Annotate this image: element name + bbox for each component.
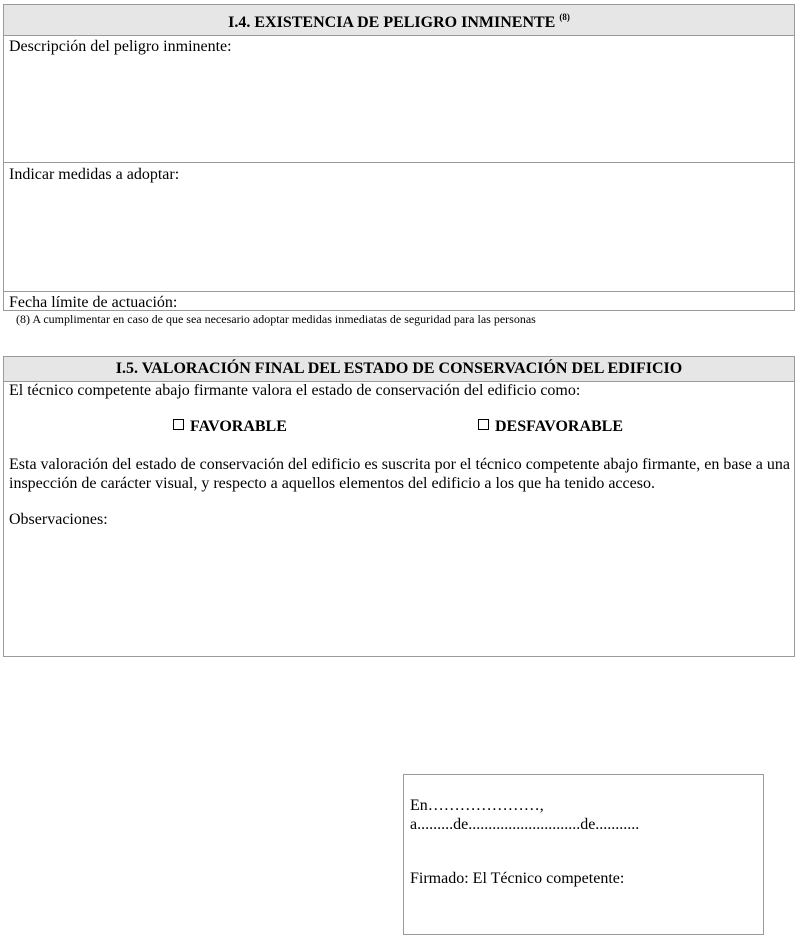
signed-label: Firmado: El Técnico competente:: [410, 870, 625, 887]
assessment-statement: Esta valoración del estado de conservación del edificio es suscrita por el técnico competente abajo firmante, en base a una inspección de carácter visual, y respecto a aquellos elementos del edificio a los que ha tenido acceso.: [9, 456, 791, 492]
place-line: En…………………,: [410, 797, 544, 814]
divider: [4, 291, 794, 292]
measures-label: Indicar medidas a adoptar:: [9, 166, 180, 183]
assessment-intro: El técnico competente abajo firmante valora el estado de conservación del edificio como:: [9, 382, 581, 399]
signature-box: [403, 774, 764, 935]
measures-field[interactable]: [4, 185, 794, 291]
footnote-ref: (8): [559, 12, 570, 22]
section-i5-title: I.5. VALORACIÓN FINAL DEL ESTADO DE CONSERVACIÓN DEL EDIFICIO: [115, 360, 683, 377]
favorable-option[interactable]: [173, 418, 287, 436]
date-line: a.........de............................de...........: [410, 816, 640, 833]
observations-field[interactable]: [4, 532, 794, 654]
section-i4-box: [3, 4, 795, 311]
section-i4-title: I.4. EXISTENCIA DE PELIGRO INMINENTE: [228, 14, 556, 31]
section-i4-header: [4, 5, 794, 36]
description-label: Descripción del peligro inminente:: [9, 38, 232, 55]
desfavorable-checkbox[interactable]: [478, 419, 489, 430]
favorable-label: FAVORABLE: [190, 418, 287, 435]
deadline-label: Fecha límite de actuación:: [9, 294, 178, 311]
section-i5-header: [4, 357, 794, 382]
divider: [4, 162, 794, 163]
description-field[interactable]: [4, 57, 794, 162]
footnote-text: (8) A cumplimentar en caso de que sea necesario adoptar medidas inmediatas de seguridad para las personas: [16, 312, 536, 326]
favorable-checkbox[interactable]: [173, 419, 184, 430]
desfavorable-option[interactable]: [478, 418, 623, 436]
observations-label: Observaciones:: [9, 511, 108, 528]
desfavorable-label: DESFAVORABLE: [495, 418, 624, 435]
